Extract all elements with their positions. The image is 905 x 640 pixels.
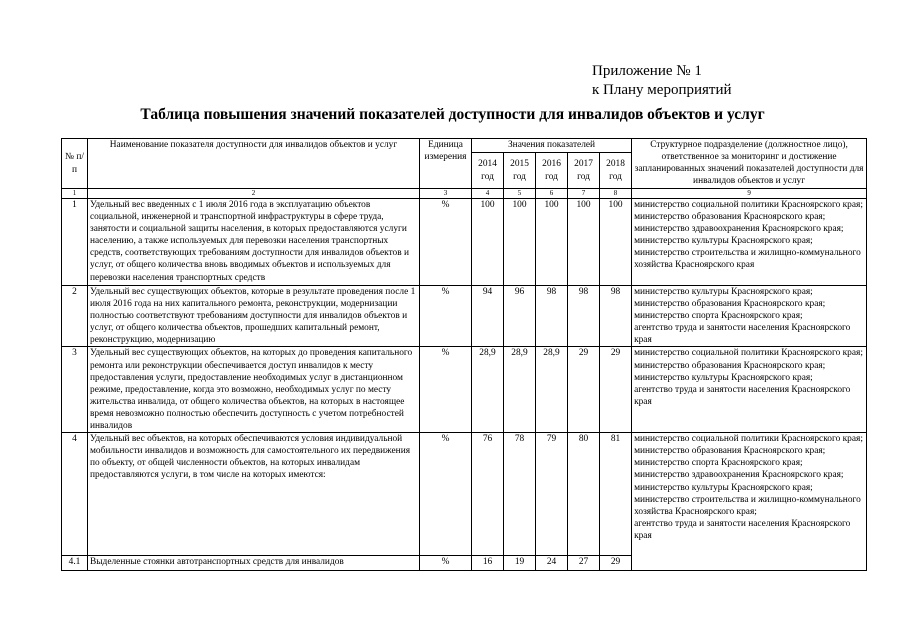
column-number-row (62, 189, 867, 199)
column-number: 3 (420, 189, 472, 199)
row-value-2014: 100 (472, 199, 504, 286)
row-value-2018: 98 (600, 286, 632, 347)
column-number: 4 (472, 189, 504, 199)
row-value-2015: 19 (504, 556, 536, 571)
row-value-2016: 24 (536, 556, 568, 571)
row-unit: % (420, 199, 472, 286)
column-number: 6 (536, 189, 568, 199)
column-number: 7 (568, 189, 600, 199)
row-value-2015: 28,9 (504, 347, 536, 433)
column-number: 2 (88, 189, 420, 199)
header-year-2014: 2014 год (472, 153, 504, 189)
table-row (62, 433, 867, 556)
row-value-2016: 98 (536, 286, 568, 347)
row-num: 1 (62, 199, 88, 286)
row-responsible: министерство социальной политики Красноярского края; министерство образования Красноярского края; министерство культуры Красноярского края; агентство труда и занятости населения Красноярского края (632, 347, 867, 433)
header-year-2018: 2018 год (600, 153, 632, 189)
row-name: Удельный вес объектов, на которых обеспечиваются условия индивидуальной мобильности инвалидов и возможность для самостоятельного их передвижения по объекту, от общей численности объектов, на которых инвалидам предоставляются услуги, в том числе на которых имеются: (88, 433, 420, 556)
row-responsible: министерство культуры Красноярского края; министерство образования Красноярского края; министерство спорта Красноярского края; агентство труда и занятости населения Красноярского края (632, 286, 867, 347)
row-name: Удельный вес существующих объектов, которые в результате проведения после 1 июля 2016 года на них капитального ремонта, реконструкции, модернизации полностью соответствуют требованиям доступности для инвалидов объектов и услуг, от общего количества объектов, прошедших капитальный ремонт, реконструкцию, модернизацию (88, 286, 420, 347)
row-unit: % (420, 433, 472, 556)
row-value-2014: 94 (472, 286, 504, 347)
row-value-2017: 29 (568, 347, 600, 433)
row-value-2015: 78 (504, 433, 536, 556)
row-unit: % (420, 556, 472, 571)
header-values-group: Значения показателей (472, 139, 632, 153)
header-unit: Единица измерения (420, 139, 472, 189)
row-num: 4.1 (62, 556, 88, 571)
row-name: Удельный вес введенных с 1 июля 2016 года в эксплуатацию объектов социальной, инженерной и транспортной инфраструктуры в сфере труда, занятости и социальной защиты населения, в которых предоставляются услуги населению, а также используемых для перевозки населения транспортных средств, соответствующих требованиям доступности для инвалидов объектов и услуг, от общего количества вновь вводимых объектов и используемых для перевозки населения транспортных средств (88, 199, 420, 286)
row-value-2016: 100 (536, 199, 568, 286)
row-value-2014: 76 (472, 433, 504, 556)
table-row (62, 286, 867, 347)
header-num: № п/п (62, 139, 88, 189)
column-number: 9 (632, 189, 867, 199)
row-value-2016: 79 (536, 433, 568, 556)
row-value-2014: 16 (472, 556, 504, 571)
row-value-2017: 80 (568, 433, 600, 556)
column-number: 5 (504, 189, 536, 199)
row-num: 4 (62, 433, 88, 556)
table-row (62, 199, 867, 286)
appendix-line-1: Приложение № 1 (592, 63, 702, 79)
table-row (62, 347, 867, 433)
row-value-2016: 28,9 (536, 347, 568, 433)
appendix-label (592, 62, 732, 100)
row-value-2014: 28,9 (472, 347, 504, 433)
row-responsible: министерство социальной политики Красноярского края; министерство образования Красноярского края; министерство здравоохранения Красноярского края; министерство культуры Красноярского края; министерство строительства и жилищно-коммунального хозяйства Красноярского края (632, 199, 867, 286)
row-value-2017: 27 (568, 556, 600, 571)
row-value-2017: 98 (568, 286, 600, 347)
row-value-2015: 96 (504, 286, 536, 347)
header-year-2015: 2015 год (504, 153, 536, 189)
row-value-2015: 100 (504, 199, 536, 286)
row-value-2018: 100 (600, 199, 632, 286)
row-value-2018: 81 (600, 433, 632, 556)
header-year-2016: 2016 год (536, 153, 568, 189)
row-value-2018: 29 (600, 347, 632, 433)
row-name: Удельный вес существующих объектов, на которых до проведения капитального ремонта или реконструкции обеспечивается доступ инвалидов к месту предоставления услуги, предоставление необходимых услуг в дистанционном режиме, предоставление, когда это возможно, необходимых услуг по месту жительства инвалида, от общего количества объектов, на которых в настоящее время невозможно полностью обеспечить доступность с учетом потребностей инвалидов (88, 347, 420, 433)
row-num: 2 (62, 286, 88, 347)
row-responsible: министерство социальной политики Красноярского края; министерство образования Красноярского края; министерство спорта Красноярского края; министерство здравоохранения Красноярского края; министерство культуры Красноярского края; министерство строительства и жилищно-коммунального хозяйства Красноярского края; агентство труда и занятости населения Красноярского края (632, 433, 867, 571)
header-responsible: Структурное подразделение (должностное лицо), ответственное за мониторинг и достижение запланированных значений показателей доступности для инвалидов объектов и услуг (632, 139, 867, 189)
row-unit: % (420, 286, 472, 347)
header-year-2017: 2017 год (568, 153, 600, 189)
row-value-2017: 100 (568, 199, 600, 286)
row-unit: % (420, 347, 472, 433)
row-value-2018: 29 (600, 556, 632, 571)
document-title: Таблица повышения значений показателей доступности для инвалидов объектов и услуг (140, 106, 765, 123)
column-number: 8 (600, 189, 632, 199)
indicators-table (61, 138, 867, 571)
row-num: 3 (62, 347, 88, 433)
column-number: 1 (62, 189, 88, 199)
appendix-line-2: к Плану мероприятий (592, 82, 732, 98)
row-name: Выделенные стоянки автотранспортных средств для инвалидов (88, 556, 420, 571)
header-name: Наименование показателя доступности для инвалидов объектов и услуг (88, 139, 420, 189)
